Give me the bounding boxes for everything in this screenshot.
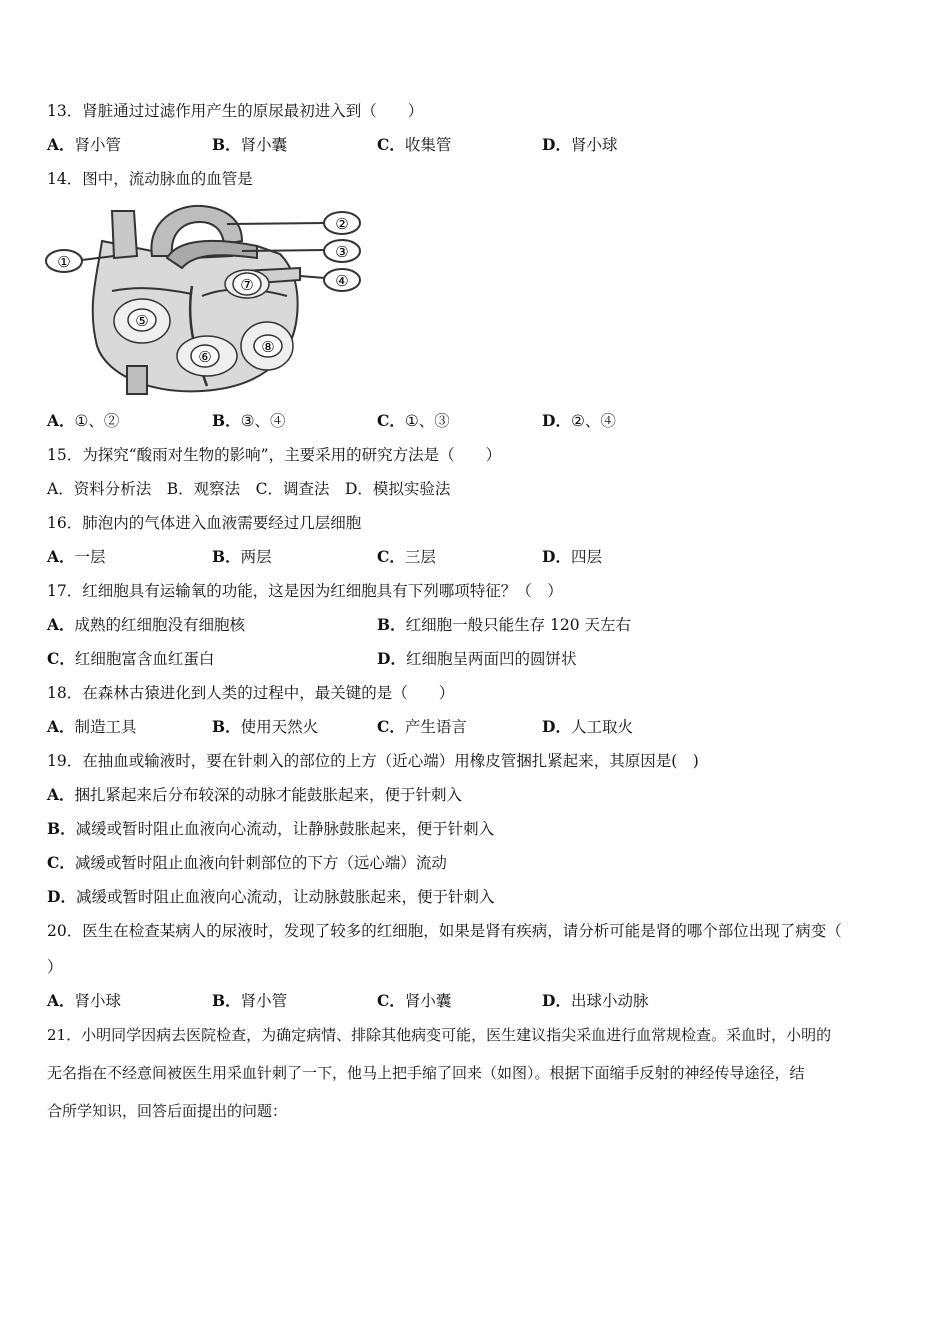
svg-text:④: ④	[335, 272, 349, 290]
question-stem: 在森林古猿进化到人类的过程中，最关键的是（ ）	[82, 684, 455, 702]
figure-label-7	[233, 273, 261, 295]
option-b: B．红细胞一般只能生存 120 天左右	[377, 615, 632, 634]
figure-label-6	[191, 345, 219, 367]
option-c: C．肾小囊	[377, 991, 452, 1010]
question-number: 19．	[47, 752, 83, 770]
question-13	[47, 101, 423, 121]
svg-text:①: ①	[57, 253, 71, 271]
option-c: C．红细胞富含血红蛋白	[47, 649, 215, 668]
question-21	[47, 1025, 831, 1045]
question-stem: 图中，流动脉血的血管是	[82, 170, 253, 188]
question-number: 18．	[47, 684, 83, 702]
option-b: B．肾小囊	[212, 135, 288, 154]
question-number: 21．	[47, 1026, 82, 1044]
option-c: C．三层	[377, 547, 436, 566]
question-stem: 肾脏通过过滤作用产生的原尿最初进入到（ ）	[82, 102, 424, 120]
inferior-vena-cava	[127, 366, 147, 394]
figure-label-5	[128, 309, 156, 331]
option-a: A．①、②	[47, 411, 120, 430]
option-d: D．减缓或暂时阻止血液向心流动，让动脉鼓胀起来，便于针刺入	[47, 887, 495, 906]
option-c: C．产生语言	[377, 717, 467, 736]
question-17	[47, 581, 563, 601]
vena-cava	[112, 211, 137, 258]
question-stem: 肺泡内的气体进入血液需要经过几层细胞	[82, 514, 362, 532]
option-d: D．出球小动脉	[542, 991, 649, 1010]
option-d: D．红细胞呈两面凹的圆饼状	[377, 649, 577, 668]
question-15	[47, 445, 501, 465]
option-d: D．人工取火	[542, 717, 633, 736]
leader-line-4	[300, 276, 325, 278]
question-stem-line1: 医生在检查某病人的尿液时，发现了较多的红细胞，如果是肾有疾病，请分析可能是肾的哪个部位出现了病变（	[82, 922, 842, 940]
option-a: A．肾小管	[47, 135, 122, 154]
question-stem-line2: ）	[47, 958, 63, 976]
option-b: B．减缓或暂时阻止血液向心流动，让静脉鼓胀起来，便于针刺入	[47, 819, 495, 838]
option-b: B．使用天然火	[212, 717, 319, 736]
figure-label-1	[46, 250, 82, 272]
question-number: 17．	[47, 582, 83, 600]
option-b: B．③、④	[212, 411, 286, 430]
svg-text:⑦: ⑦	[240, 276, 254, 294]
option-c: C．减缓或暂时阻止血液向针刺部位的下方（远心端）流动	[47, 853, 447, 872]
option-d: D．②、④	[542, 411, 616, 430]
option-d: D．肾小球	[542, 135, 618, 154]
svg-text:②: ②	[335, 215, 349, 233]
leader-line-3	[242, 250, 325, 251]
option-a: A．一层	[47, 547, 106, 566]
question-18	[47, 683, 454, 703]
question-number: 15．	[47, 446, 83, 464]
figure-label-2	[324, 212, 360, 234]
option-b: B．肾小管	[212, 991, 288, 1010]
option-c: C．①、③	[377, 411, 450, 430]
question-stem: 为探究“酸雨对生物的影响”，主要采用的研究方法是（ ）	[82, 446, 502, 464]
question-19	[47, 751, 699, 771]
leader-line-2	[227, 223, 325, 224]
svg-text:⑥: ⑥	[198, 348, 212, 366]
option-a: A．成熟的红细胞没有细胞核	[47, 615, 246, 634]
question-20	[47, 921, 842, 941]
question-stem: 在抽血或输液时，要在针刺入的部位的上方（近心端）用橡皮管捆扎紧起来，其原因是( )	[82, 752, 699, 770]
question-number: 13．	[47, 102, 83, 120]
option-b: B．两层	[212, 547, 272, 566]
question-number: 14．	[47, 170, 83, 188]
figure-label-4	[324, 269, 360, 291]
options-inline: A．资料分析法 B．观察法 C．调查法 D．模拟实验法	[47, 480, 451, 498]
figure-label-3	[324, 240, 360, 262]
option-a: A．捆扎紧起来后分布较深的动脉才能鼓胀起来，便于针刺入	[47, 785, 463, 804]
question-stem-line2: 无名指在不经意间被医生用采血针刺了一下，他马上把手缩了回来（如图）。根据下面缩手反射的神经传导途径，结	[47, 1064, 805, 1082]
heart-diagram	[42, 196, 372, 396]
option-d: D．四层	[542, 547, 602, 566]
question-14	[47, 169, 253, 189]
option-c: C．收集管	[377, 135, 452, 154]
option-a: A．肾小球	[47, 991, 122, 1010]
question-stem: 红细胞具有运输氧的功能，这是因为红细胞具有下列哪项特征？（ ）	[82, 582, 563, 600]
svg-text:⑧: ⑧	[261, 338, 275, 356]
question-number: 16．	[47, 514, 83, 532]
question-16	[47, 513, 361, 533]
option-a: A．制造工具	[47, 717, 137, 736]
question-number: 20．	[47, 922, 83, 940]
question-stem-line1: 小明同学因病去医院检查，为确定病情、排除其他病变可能，医生建议指尖采血进行血常规检查。采血时，小明的	[81, 1026, 832, 1044]
svg-text:⑤: ⑤	[135, 312, 149, 330]
figure-label-8	[254, 335, 282, 357]
svg-text:③: ③	[335, 243, 349, 261]
question-stem-line3: 合所学知识，回答后面提出的问题：	[47, 1102, 288, 1120]
